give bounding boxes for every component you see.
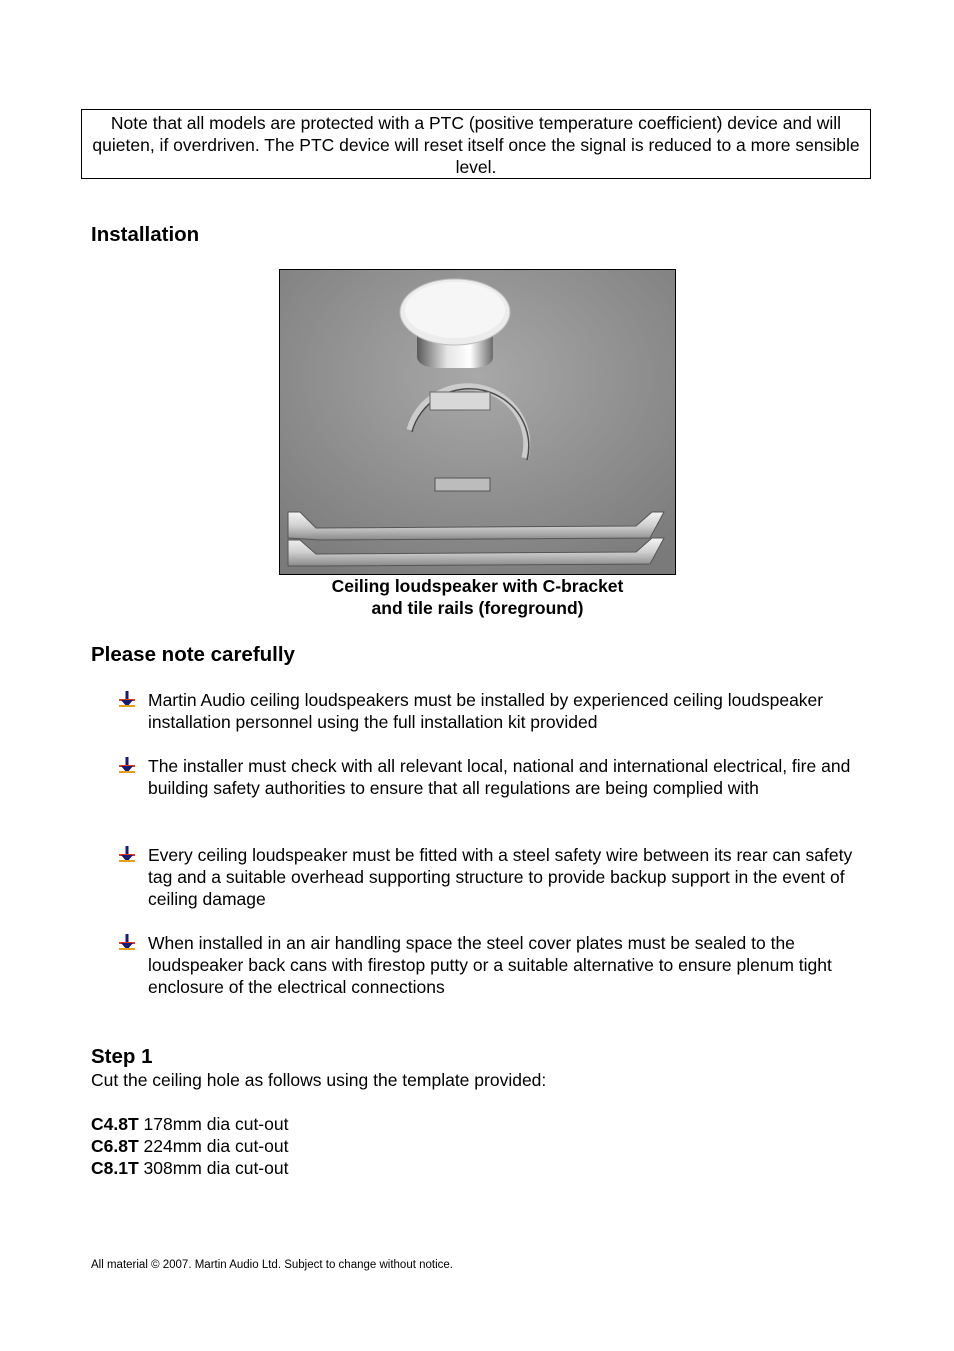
- photo-caption: [279, 575, 676, 619]
- ceiling-loudspeaker-photo: [279, 269, 676, 575]
- ptc-note-text: Note that all models are protected with a PTC (positive temperature coefficient) device and will quieten, if overdriven. The PTC device will reset itself once the signal is reduced to a more sensible level.: [92, 113, 860, 177]
- cutout-model: C4.8T: [91, 1114, 139, 1134]
- cutout-size: 224mm dia cut-out: [143, 1136, 289, 1156]
- cutout-model: C8.1T: [91, 1158, 139, 1178]
- cutout-size: 308mm dia cut-out: [143, 1158, 289, 1178]
- copyright-footer: All material © 2007. Martin Audio Ltd. Subject to change without notice.: [91, 1259, 453, 1271]
- cutout-model: C6.8T: [91, 1136, 139, 1156]
- ptc-note-box: [81, 109, 871, 179]
- cutout-row: [91, 1157, 288, 1179]
- step1-heading: Step 1: [91, 1045, 153, 1068]
- arrow-down-icon: [119, 846, 135, 862]
- please-note-heading: Please note carefully: [91, 643, 295, 666]
- installation-heading: Installation: [91, 223, 200, 246]
- list-item-text: Martin Audio ceiling loudspeakers must be installed by experienced ceiling loudspeaker installation personnel using the full installation kit provided: [148, 690, 824, 732]
- cutout-row: [91, 1113, 288, 1135]
- arrow-down-icon: [119, 691, 135, 707]
- cutout-size: 178mm dia cut-out: [143, 1114, 289, 1134]
- step1-intro: Cut the ceiling hole as follows using the template provided:: [91, 1070, 547, 1090]
- photo-caption-line1: Ceiling loudspeaker with C-bracket: [331, 576, 624, 596]
- photo-caption-line2: and tile rails (foreground): [371, 598, 584, 618]
- cutout-row: [91, 1135, 288, 1157]
- list-item-text: When installed in an air handling space the steel cover plates must be sealed to the loudspeaker back cans with firestop putty or a suitable alternative to ensure plenum tight enclosure of the electrical connections: [148, 933, 832, 997]
- arrow-down-icon: [119, 757, 135, 773]
- list-item-text: The installer must check with all relevant local, national and international electrical, fire and building safety authorities to ensure that all regulations are being complied with: [148, 756, 851, 798]
- arrow-down-icon: [119, 934, 135, 950]
- list-item-text: Every ceiling loudspeaker must be fitted with a steel safety wire between its rear can safety tag and a suitable overhead supporting structure to provide backup support in the event of ceiling damage: [148, 845, 853, 909]
